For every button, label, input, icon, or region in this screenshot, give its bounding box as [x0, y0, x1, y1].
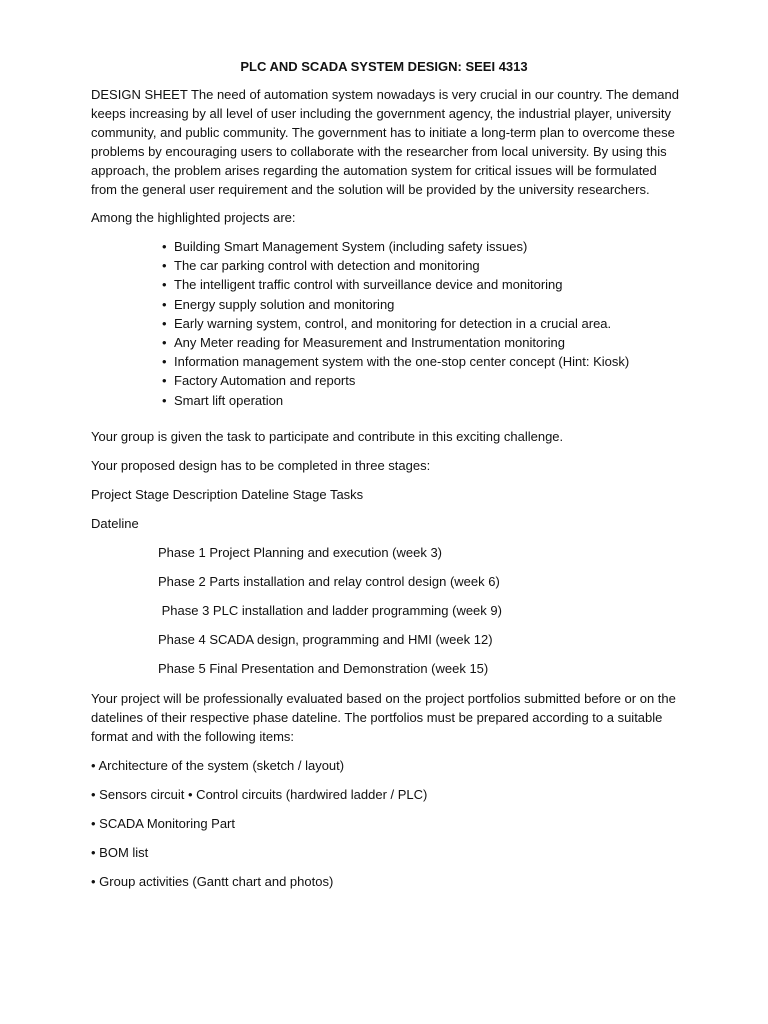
bullet-icon: • — [162, 315, 167, 331]
list-item: • The intelligent traffic control with surveillance device and monitoring — [162, 277, 563, 293]
phase-item: Phase 2 Parts installation and relay control design (week 6) — [158, 574, 500, 589]
portfolio-item: • Group activities (Gantt chart and photos) — [91, 874, 334, 889]
dateline-label: Dateline — [91, 516, 139, 531]
bullet-icon: • — [162, 239, 167, 254]
bullet-icon: • — [162, 277, 167, 293]
list-item: • Information management system with the one-stop center concept (Hint: Kiosk) — [162, 354, 630, 370]
table-header: Project Stage Description Dateline Stage Tasks — [91, 487, 364, 502]
document-title: PLC AND SCADA SYSTEM DESIGN: SEEI 4313 — [240, 59, 528, 74]
list-item: • Smart lift operation — [162, 392, 284, 408]
task-line: Your group is given the task to participate and contribute in this exciting challenge. — [91, 429, 564, 444]
list-item: • Factory Automation and reports — [162, 373, 356, 389]
bullet-icon: • — [162, 392, 167, 408]
bullet-icon: • — [162, 258, 167, 274]
phase-item: Phase 1 Project Planning and execution (week 3) — [158, 545, 443, 560]
projects-heading: Among the highlighted projects are: — [91, 210, 296, 225]
list-item: • Early warning system, control, and monitoring for detection in a crucial area. — [162, 315, 612, 331]
phase-item: Phase 3 PLC installation and ladder programming (week 9) — [158, 603, 502, 618]
list-item: • Building Smart Management System (including safety issues) — [162, 239, 528, 254]
bullet-icon: • — [162, 354, 167, 370]
portfolio-item: • Architecture of the system (sketch / layout) — [91, 758, 345, 773]
bullet-icon: • — [162, 334, 167, 350]
list-item: • Any Meter reading for Measurement and Instrumentation monitoring — [162, 334, 565, 350]
stages-line: Your proposed design has to be completed in three stages: — [91, 458, 431, 473]
list-item: • The car parking control with detection and monitoring — [162, 258, 480, 274]
portfolio-item: • Sensors circuit • Control circuits (hardwired ladder / PLC) — [91, 787, 428, 802]
phase-item: Phase 4 SCADA design, programming and HMI (week 12) — [158, 632, 493, 647]
evaluation-paragraph: Your project will be professionally evaluated based on the project portfolios submitted before or on the datelines of their respective phase dateline. The portfolios must be prepared according to a suitable format and with the following items: — [91, 691, 676, 744]
bullet-icon: • — [162, 373, 167, 389]
portfolio-item: • SCADA Monitoring Part — [91, 816, 235, 831]
projects-list — [162, 237, 629, 410]
list-item: • Energy supply solution and monitoring — [162, 296, 395, 312]
portfolio-item: • BOM list — [91, 845, 149, 860]
phase-item: Phase 5 Final Presentation and Demonstration (week 15) — [158, 661, 489, 676]
intro-paragraph: DESIGN SHEET The need of automation system nowadays is very crucial in our country. The demand keeps increasing by all level of user including the government agency, the industrial player, university community, and public community. The government has to initiate a long-term plan to overcome these problems by encouraging users to collaborate with the researcher from local university. By using this approach, the problem arises regarding the automation system for critical issues will be formulated from the general user requirement and the solution will be provided by the university researchers. — [91, 87, 679, 197]
bullet-icon: • — [162, 296, 167, 312]
